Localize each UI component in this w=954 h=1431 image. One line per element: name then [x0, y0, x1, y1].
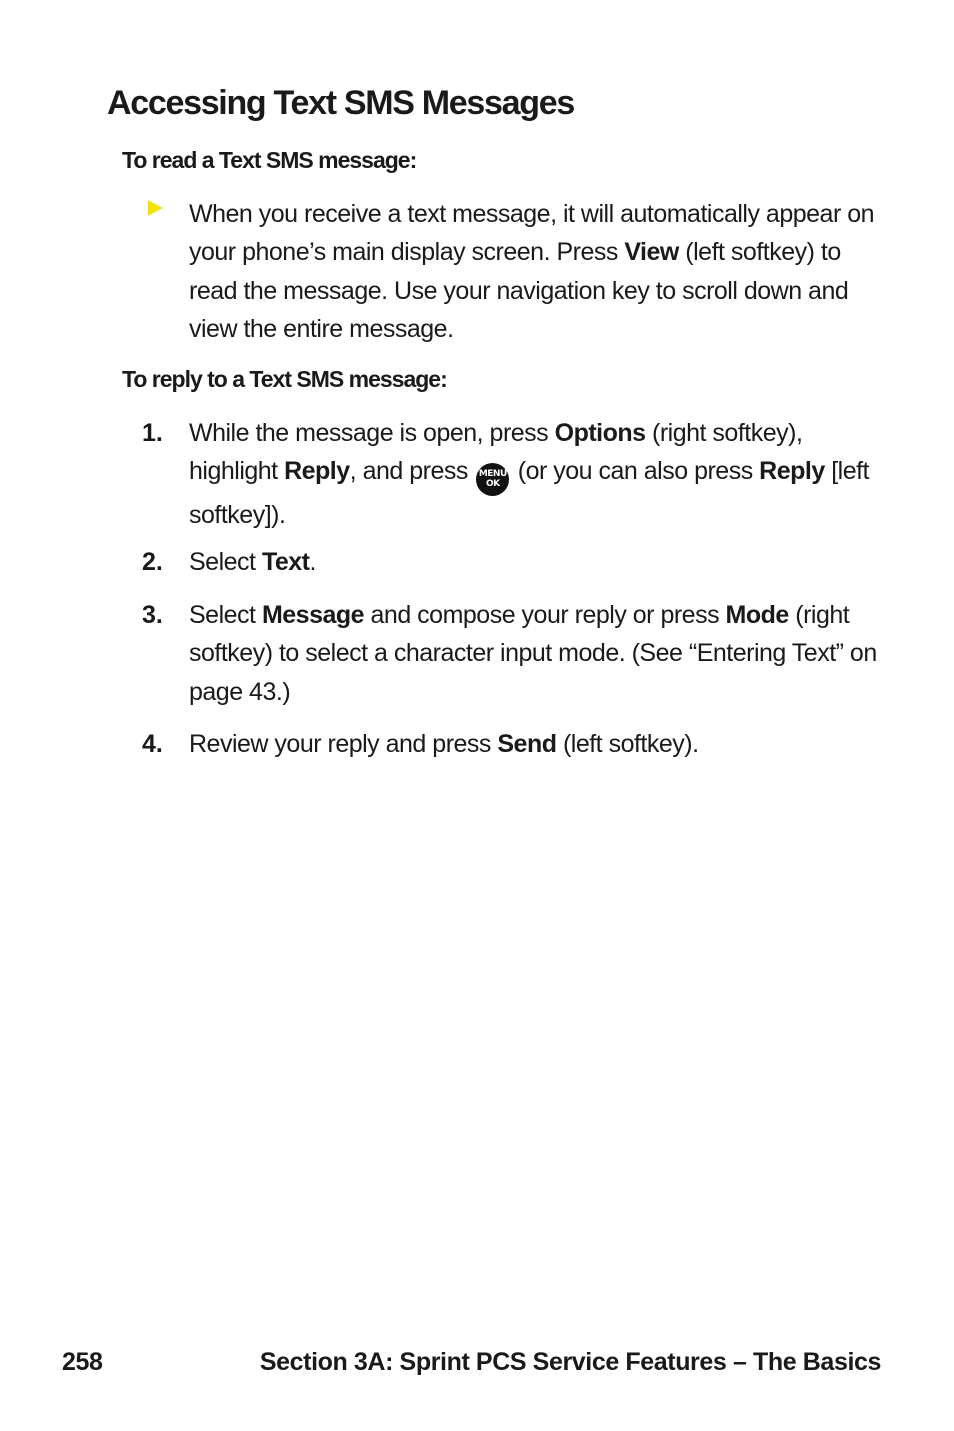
read-heading: To read a Text SMS message:	[122, 147, 417, 173]
menu-ok-key-icon: MENU OK	[476, 463, 509, 496]
page-number: 258	[62, 1348, 103, 1376]
read-bullet-text: When you receive a text message, it will automatically appear on your phone’s main display screen. Press View (left softkey) to read the message. Use your navigation key to scroll down and view the entire message.	[189, 200, 875, 343]
step-number: 1.	[142, 419, 163, 447]
step-number: 2.	[142, 548, 163, 576]
step-3-text: Select Message and compose your reply or press Mode (right softkey) to select a character input mode. (See “Entering Text” on page 43.)	[189, 601, 877, 706]
reply-heading: To reply to a Text SMS message:	[122, 366, 447, 392]
step-number: 3.	[142, 601, 163, 629]
section-title: Section 3A: Sprint PCS Service Features – The Basics	[259, 1348, 881, 1376]
step-2-text: Select Text.	[189, 548, 316, 576]
step-4-text: Review your reply and press Send (left softkey).	[189, 730, 699, 758]
step-1-text: While the message is open, press Options (right softkey), highlight Reply, and press MENU OK (or you can also press Reply [left softkey]).	[189, 419, 869, 530]
arrow-right-icon	[148, 200, 163, 216]
step-number: 4.	[142, 730, 163, 758]
page-title: Accessing Text SMS Messages	[107, 84, 574, 122]
